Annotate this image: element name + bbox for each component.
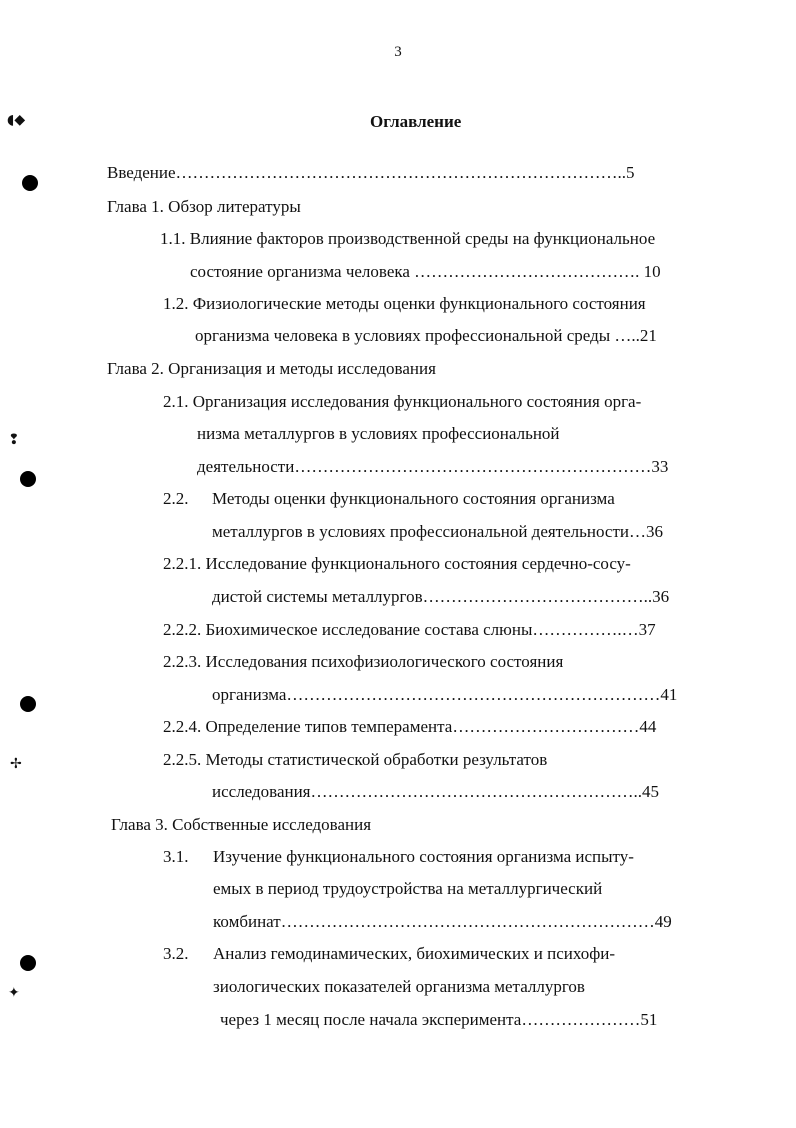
scan-artifact-icon: ✦ bbox=[8, 985, 20, 1001]
toc-entry-2-2-3-cont: организма…………………………………………………………41 bbox=[212, 685, 678, 704]
scan-artifact-icon: ◖◆ bbox=[7, 112, 26, 128]
toc-entry-3-1-cont: емых в период трудоустройства на металлургический bbox=[213, 879, 603, 898]
toc-entry-2-1-cont: деятельности………………………………………………………33 bbox=[197, 457, 669, 476]
page-number: 3 bbox=[394, 44, 402, 60]
toc-entry-2-2: Методы оценки функционального состояния организма bbox=[212, 489, 615, 508]
toc-entry-2-2-4: 2.2.4. Определение типов темперамента……………………………44 bbox=[163, 717, 657, 736]
toc-entry-3-2-cont: через 1 месяц после начала эксперимента…………………51 bbox=[220, 1010, 658, 1029]
toc-chapter-3: Глава 3. Собственные исследования bbox=[111, 815, 372, 834]
toc-entry-2-1: 2.1. Организация исследования функционального состояния орга- bbox=[163, 392, 642, 411]
toc-entry-1-2-cont: организма человека в условиях профессиональной среды …..21 bbox=[195, 326, 657, 345]
scan-artifact-icon: ❢ bbox=[8, 432, 20, 448]
toc-chapter-1: Глава 1. Обзор литературы bbox=[107, 197, 301, 216]
scan-artifact-icon: ✢ bbox=[10, 756, 22, 772]
toc-entry-2-2-1-cont: дистой системы металлургов…………………………………..36 bbox=[212, 587, 670, 606]
toc-entry-intro: Введение……………………………………………………………………..5 bbox=[107, 163, 635, 182]
binder-hole bbox=[20, 471, 36, 487]
toc-entry-3-2-cont: зиологических показателей организма металлургов bbox=[213, 977, 585, 996]
toc-entry-2-1-cont: низма металлургов в условиях профессиональной bbox=[197, 424, 560, 443]
toc-entry-3-1: Изучение функционального состояния организма испыту- bbox=[213, 847, 634, 866]
toc-entry-number: 2.2. bbox=[163, 489, 189, 508]
toc-entry-2-2-2: 2.2.2. Биохимическое исследование состава слюны…………….…37 bbox=[163, 620, 656, 639]
toc-entry-2-2-5: 2.2.5. Методы статистической обработки результатов bbox=[163, 750, 548, 769]
toc-entry-1-1-cont: состояние организма человека …………………………………. 10 bbox=[190, 262, 661, 281]
toc-entry-1-2: 1.2. Физиологические методы оценки функционального состояния bbox=[163, 294, 646, 313]
binder-hole bbox=[22, 175, 38, 191]
binder-hole bbox=[20, 696, 36, 712]
toc-entry-2-2-cont: металлургов в условиях профессиональной деятельности…36 bbox=[212, 522, 663, 541]
toc-entry-3-2: Анализ гемодинамических, биохимических и психофи- bbox=[213, 944, 616, 963]
page-title: Оглавление bbox=[370, 112, 462, 131]
toc-entry-2-2-5-cont: исследования…………………………………………………..45 bbox=[212, 782, 660, 801]
binder-hole bbox=[20, 955, 36, 971]
toc-entry-3-1-cont: комбинат…………………………………………………………49 bbox=[213, 912, 672, 931]
toc-entry-number: 3.1. bbox=[163, 847, 189, 866]
toc-entry-2-2-3: 2.2.3. Исследования психофизиологического состояния bbox=[163, 652, 564, 671]
toc-entry-1-1: 1.1. Влияние факторов производственной среды на функциональное bbox=[160, 229, 656, 248]
toc-entry-2-2-1: 2.2.1. Исследование функционального состояния сердечно-сосу- bbox=[163, 554, 631, 573]
toc-chapter-2: Глава 2. Организация и методы исследования bbox=[107, 359, 436, 378]
toc-entry-number: 3.2. bbox=[163, 944, 189, 963]
